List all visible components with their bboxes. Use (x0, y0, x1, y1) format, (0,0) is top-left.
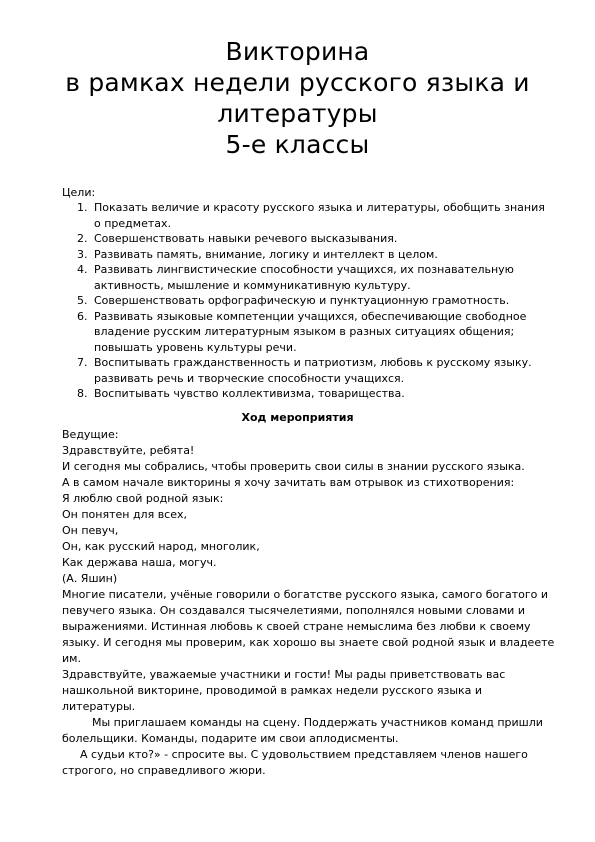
goal-text: Показать величие и красоту русского языка и литературы, обобщить знания о предметах. (94, 201, 545, 230)
intro-line: И сегодня мы собрались, чтобы проверить свои силы в знании русского языка. (62, 460, 525, 473)
goal-number: 6. (77, 309, 88, 323)
goal-number: 4. (77, 263, 88, 276)
goal-item (62, 247, 552, 263)
poem-line: Он, как русский народ, многолик, (62, 540, 260, 553)
goals-list (62, 200, 552, 402)
title-line-1: Викторина (225, 37, 370, 66)
hosts-label: Ведущие: (62, 428, 119, 441)
goal-item (62, 355, 552, 386)
event-script (62, 427, 558, 779)
goal-text: Совершенствовать навыки речевого высказывания. (94, 232, 398, 245)
goal-number: 7. (77, 356, 88, 369)
poem-line: Он певуч, (62, 524, 119, 537)
goal-item (62, 231, 552, 247)
section-title: Ход мероприятия (241, 411, 354, 424)
poem-line: Как держава наша, могуч. (62, 556, 217, 569)
goal-text: Воспитывать гражданственность и патриотизм, любовь к русскому языку. развивать речь и творческие способности учащихся. (94, 356, 532, 385)
title-line-2: в рамках недели русского языка и (65, 68, 530, 97)
goal-item (62, 200, 552, 231)
poem-intro-line: А в самом начале викторины я хочу зачитать вам отрывок из стихотворения: (62, 476, 515, 489)
goal-text: Воспитывать чувство коллективизма, товарищества. (94, 387, 405, 400)
goal-text: Совершенствовать орфографическую и пунктуационную грамотность. (94, 294, 510, 307)
goal-item (62, 293, 552, 309)
goal-number: 8. (77, 387, 88, 400)
greeting-line: Здравствуйте, ребята! (62, 444, 195, 457)
paragraph: Мы приглашаем команды на сцену. Поддержать участников команд пришли болельщики. Команды, подарите им свои аплодисменты. (62, 716, 543, 745)
paragraph: Здравствуйте, уважаемые участники и гости! Мы рады приветствовать вас нашкольной викторине, проводимой в рамках недели русского языка и литературы. (62, 668, 506, 713)
goal-number: 2. (77, 232, 88, 245)
document-title (0, 36, 595, 160)
goal-number: 5. (77, 294, 88, 307)
paragraph: Многие писатели, учёные говорили о богатстве русского языка, самого богатого и певучего языка. Он создавался тысячелетиями, пополнялся новыми словами и выражениями. Истинная любовь к своей стране немыслима без любви к своему языку. И сегодня мы проверим, как хорошо вы знаете свой родной язык и владеете им. (62, 588, 555, 665)
title-line-3: литературы (217, 99, 378, 128)
goal-item (62, 262, 552, 293)
goal-item (62, 386, 552, 402)
poem-line: Я люблю свой родной язык: (62, 492, 224, 505)
goal-text: Развивать память, внимание, логику и интеллект в целом. (94, 247, 438, 261)
title-line-4: 5-е классы (225, 130, 370, 159)
goals-label: Цели: (62, 186, 96, 199)
goal-text: Развивать лингвистические способности учащихся, их познавательную активность, мышление и коммуникативную культуру. (94, 263, 514, 292)
poem-line: Он понятен для всех, (62, 508, 187, 521)
paragraph: А судьи кто?» - спросите вы. С удовольствием представляем членов нашего строгого, но справедливого жюри. (62, 748, 528, 777)
poem-author: (А. Яшин) (62, 572, 118, 585)
goal-number: 1. (77, 201, 88, 214)
goal-item (62, 309, 552, 356)
goal-text: Развивать языковые компетенции учащихся, обеспечивающие свободное владение русским литературным языком в разных ситуациях общения; повышать уровень культуры речи. (94, 309, 527, 354)
goal-number: 3. (77, 247, 88, 261)
